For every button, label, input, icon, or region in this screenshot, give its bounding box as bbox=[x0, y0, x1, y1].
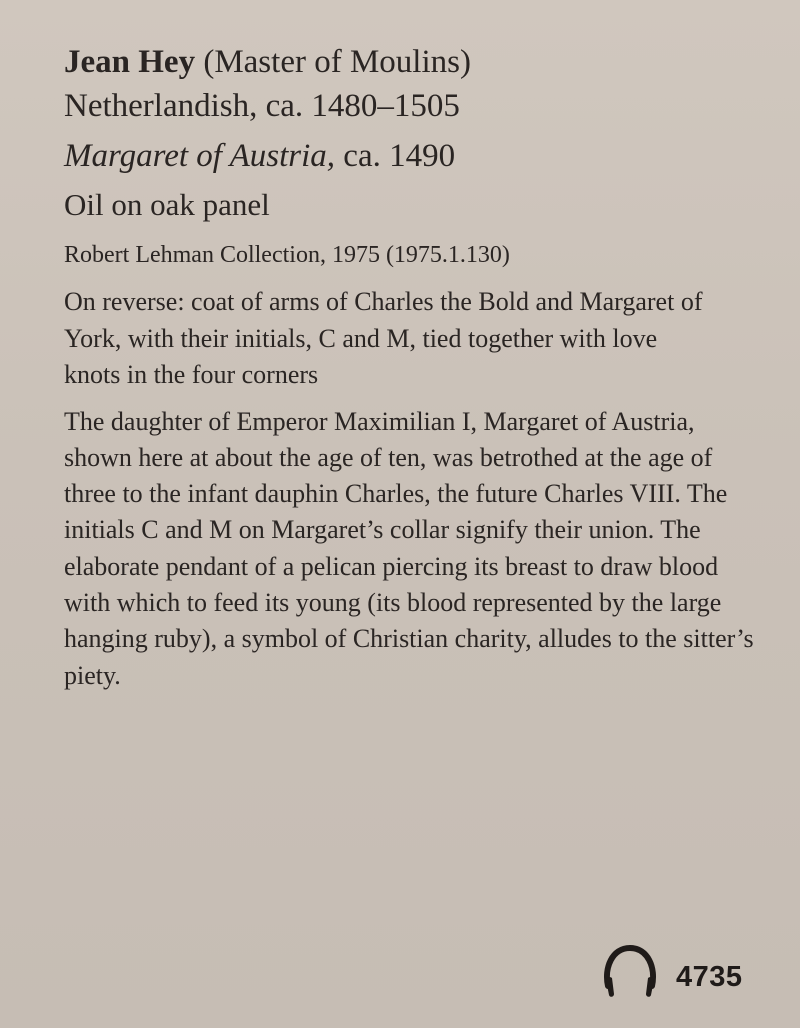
nationality-dates: Netherlandish, ca. 1480–1505 bbox=[64, 88, 460, 124]
artist-alias: (Master of Moulins) bbox=[203, 44, 471, 80]
audio-guide-stop bbox=[598, 940, 743, 1004]
description-text: The daughter of Emperor Maximilian I, Margaret of Austria, shown here at about the age of ten, was betrothed at the age of three to the infant dauphin Charles, the future Charles VIII. The initials C and M on Margaret’s collar signify their union. The elaborate pendant of a pelican piercing its breast to draw blood with which to feed its young (its blood represented by the large hanging ruby), a symbol of Christian charity, alludes to the sitter’s piety. bbox=[64, 406, 754, 690]
artwork-title: Margaret of Austria, bbox=[64, 138, 336, 174]
reverse-note: On reverse: coat of arms of Charles the Bold and Margaret of York, with their initials, C and M, tied together with love knots in the four corners bbox=[64, 287, 703, 389]
artist-line bbox=[64, 40, 764, 84]
label-content bbox=[64, 40, 764, 694]
artwork-date: ca. 1490 bbox=[343, 138, 456, 174]
artwork-title-line bbox=[64, 134, 764, 178]
audio-stop-number: 4735 bbox=[676, 960, 743, 993]
artwork-medium: Oil on oak panel bbox=[64, 187, 270, 222]
headphones-icon bbox=[598, 940, 662, 1004]
artist-name: Jean Hey bbox=[64, 44, 196, 80]
credit-line: Robert Lehman Collection, 1975 (1975.1.130) bbox=[64, 242, 510, 268]
